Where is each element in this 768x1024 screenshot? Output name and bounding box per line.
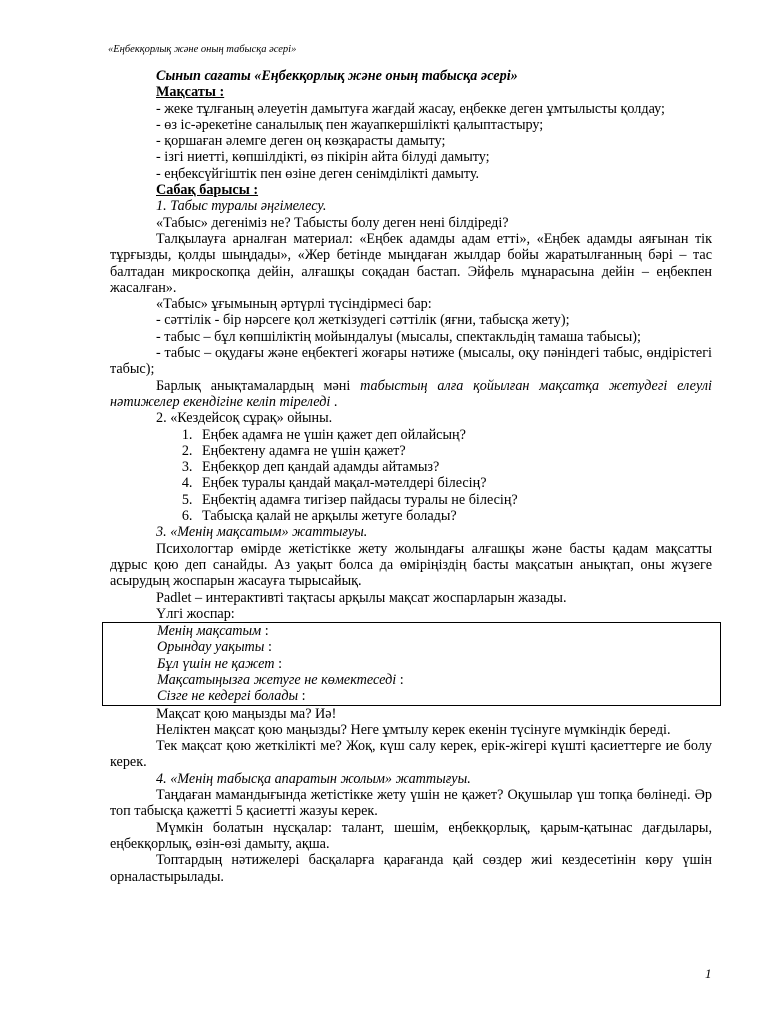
goal-item: - еңбексүйгіштік пен өзіне деген сенімділікті дамыту. — [156, 165, 480, 182]
section-2-title: 2. «Кездейсоқ сұрақ» ойыны. — [156, 410, 333, 427]
lesson-heading-text: Сабақ барысы : — [156, 182, 259, 199]
document-body — [110, 68, 712, 885]
running-header: «Еңбекқорлық және оның табысқа әсері» — [108, 44, 297, 55]
goals-heading-text: Мақсаты : — [156, 84, 225, 101]
goal-item: - өз іс-әрекетіне саналылық пен жауапкершілікті қалыптастыру; — [156, 116, 544, 133]
definition-item: - табыс – бұл көпшіліктің мойындалуы (мысалы, спектакльдің тамаша табысы); — [156, 328, 641, 345]
section-3-paragraph: Тек мақсат қою жеткілікті ме? Жоқ, күш салу керек, ерік-жігері күшті қасиеттерге ие болу керек. — [110, 738, 712, 771]
section-3-padlet: Padlet – интерактивті тақтасы арқылы мақсат жоспарларын жазады. — [156, 589, 567, 606]
section-1-material: Талқылауға арналған материал: «Еңбек адамды адам етті», «Еңбек адамды аяғынан тік тұрғызды, қолды шыңдады», «Жер бетінде мыңдаған жылдар бойы жаратылғанның бәрі – тас балтадан микроскопқа дейін, алғашқы соқадан бастап. Эйфель мұнарасына дейін – еңбекпен жасалған». — [110, 230, 712, 296]
section-4-paragraph: Топтардың нәтижелері басқаларға қарағанда қай сөздер жиі кездесетінін көру үшін орналастырылады. — [110, 852, 712, 885]
goal-item: - ізгі ниетті, көпшілдікті, өз пікірін айта білуді дамыту; — [156, 149, 490, 166]
section-1-summary — [110, 378, 712, 411]
summary-end: . — [330, 393, 338, 410]
plan-row — [157, 656, 720, 672]
definition-item: - табыс – оқудағы және еңбектегі жоғары нәтиже (мысалы, оқу пәніндегі табыс, өндірістегі табыс); — [110, 345, 712, 378]
question-item: 6. Табысқа қалай не арқылы жетуге болады? — [196, 508, 712, 524]
section-3-paragraph: Неліктен мақсат қою маңызды? Неге ұмтылу керек екенін түсінуге мүмкіндік береді. — [156, 721, 671, 738]
question-item: 2. Еңбектену адамға не үшін қажет? — [196, 443, 712, 459]
plan-label: Үлгі жоспар: — [156, 605, 235, 622]
question-item: 1. Еңбек адамға не үшін қажет деп ойлайсың? — [196, 427, 712, 443]
plan-row — [157, 639, 720, 655]
plan-row-colon: : — [261, 623, 269, 640]
document-title: Сынып сағаты «Еңбекқорлық және оның табысқа әсері» — [156, 68, 518, 84]
summary-italic: табыстың алға қойылған мақсатқа жетудегі елеулі нәтижелер екендігіне келіп тіреледі — [110, 377, 712, 410]
goal-item: - жеке тұлғаның әлеуетін дамытуға жағдай жасау, еңбекке деген ұмтылысты қолдау; — [156, 100, 665, 117]
question-item: 5. Еңбектің адамға тигізер пайдасы туралы не білесің? — [196, 492, 712, 508]
section-1-definitions-intro: «Табыс» ұғымының әртүрлі түсіндірмесі бар: — [156, 296, 432, 313]
plan-row-label: Сізге не кедергі болады — [157, 688, 299, 705]
plan-row — [157, 672, 720, 688]
plan-row-label: Орындау уақыты — [157, 639, 265, 656]
plan-row-colon: : — [396, 671, 404, 688]
plan-row-colon: : — [264, 639, 272, 656]
plan-row-label: Менің мақсатым — [157, 623, 262, 640]
section-4-paragraph: Таңдаған мамандығында жетістікке жету үшін не қажет? Оқушылар үш топқа бөлінеді. Әр топ табысқа қажетті 5 қасиетті жазуы керек. — [110, 787, 712, 820]
plan-template-box — [102, 622, 721, 705]
goals-heading — [110, 84, 712, 100]
plan-row-label: Мақсатыңызға жетуге не көмектеседі — [157, 671, 397, 688]
question-item: 4. Еңбек туралы қандай мақал-мәтелдері білесің? — [196, 475, 712, 491]
lesson-heading — [110, 182, 712, 198]
summary-plain: Барлық анықтамалардың мәні — [156, 377, 361, 394]
plan-row-label: Бұл үшін не қажет — [157, 655, 275, 672]
question-list — [110, 427, 712, 525]
plan-row-colon: : — [274, 655, 283, 672]
question-item: 3. Еңбекқор деп қандай адамды айтамыз? — [196, 459, 712, 475]
section-4-paragraph: Мүмкін болатын нұсқалар: талант, шешім, еңбекқорлық, қарым-қатынас дағдылары, еңбекқорлық, өзін-өзі дамыту, ақша. — [110, 819, 712, 852]
plan-row — [157, 688, 720, 704]
section-1-question: «Табыс» дегеніміз не? Табысты болу деген нені білдіреді? — [156, 214, 509, 231]
plan-row — [157, 623, 720, 639]
section-3-paragraph: Психологтар өмірде жетістікке жету жолындағы алғашқы және басты қадам мақсатты дұрыс қою деп санайды. Аз уақыт болса да өміріңіздің басты мақсатын анықтап, оны жүзеге асырудың жоспарын жасауға тырысайық. — [110, 540, 712, 590]
page-number: 1 — [705, 966, 712, 981]
section-1-title: 1. Табыс туралы әңгімелесу. — [156, 198, 327, 215]
section-4-title: 4. «Менің табысқа апаратын жолым» жаттығуы. — [156, 770, 471, 787]
plan-row-colon: : — [298, 688, 306, 705]
goal-item: - қоршаған әлемге деген оң көзқарасты дамыту; — [156, 133, 446, 150]
definition-item: - сәттілік - бір нәрсеге қол жеткізудегі сәттілік (яғни, табысқа жету); — [156, 312, 570, 329]
section-3-question: Мақсат қою маңызды ма? Иә! — [156, 705, 337, 722]
section-3-title: 3. «Менің мақсатым» жаттығуы. — [156, 524, 368, 541]
